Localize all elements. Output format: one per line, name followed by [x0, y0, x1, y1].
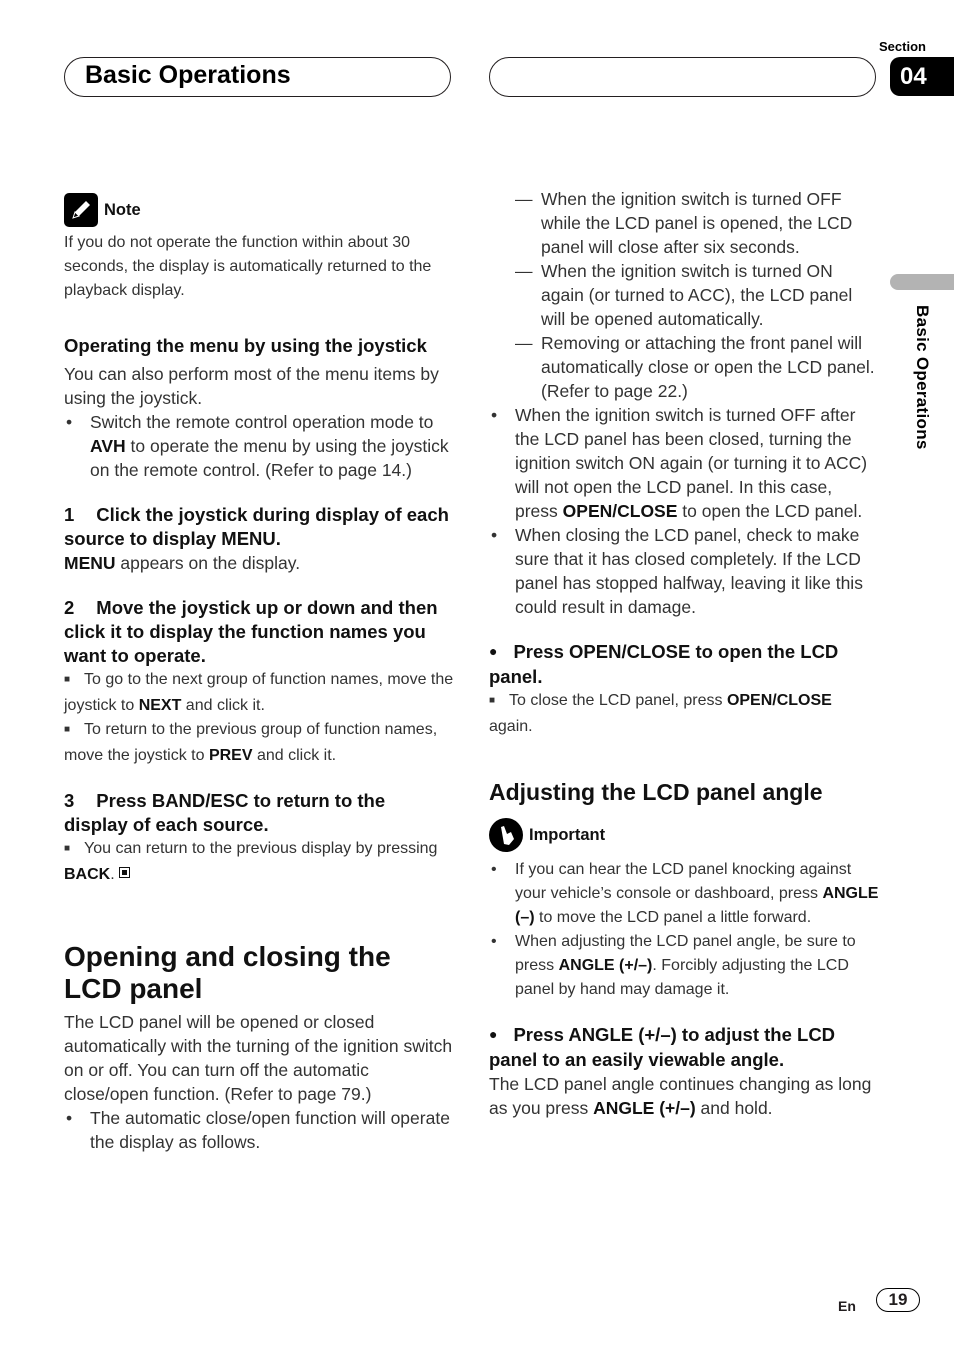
angle-text-post: and hold. — [695, 1098, 773, 1118]
left-column — [64, 193, 454, 1154]
adjust-heading: Adjusting the LCD panel angle — [489, 779, 823, 805]
step-2-note-next-pre: To go to the next group of function names, move the joystick to — [64, 671, 454, 714]
step-1-result — [64, 551, 454, 575]
avh-key: AVH — [90, 436, 126, 456]
prev-key: PREV — [208, 747, 253, 764]
press-angle-step: ● Press ANGLE (+/–) to adjust the LCD panel to an easily viewable angle. — [489, 1023, 879, 1072]
important-bullet-2-post: . Forcibly adjusting the LCD panel by hand may damage it. — [515, 957, 849, 998]
language-code: En — [838, 1298, 856, 1314]
step-3-title — [64, 789, 454, 837]
side-tab-marker — [890, 274, 954, 290]
note-label: Note — [104, 200, 141, 219]
close-note — [489, 689, 879, 739]
dash-item-2: — When the ignition switch is turned ON again (or turned to ACC), the LCD panel will be opened automatically. — [515, 259, 879, 331]
next-key: NEXT — [138, 697, 182, 714]
important-label: Important — [529, 825, 606, 844]
joystick-bullet-post: to operate the menu by using the joystick on the remote control. (Refer to page 14.) — [90, 436, 449, 480]
step-2-title — [64, 596, 454, 668]
joystick-bullet — [64, 410, 454, 482]
step-3-note — [64, 837, 454, 887]
step-3-number: 3 — [64, 790, 75, 811]
step-3-note-pre: You can return to the previous display by pressing — [84, 840, 438, 857]
step-2-note-prev-pre: To return to the previous group of function names, move the joystick to — [64, 721, 438, 764]
section-label: Section — [879, 39, 926, 54]
joystick-heading: Operating the menu by using the joystick — [64, 335, 427, 356]
angle-minus-key: ANGLE (–) — [515, 885, 879, 926]
header-title-frame — [64, 57, 451, 97]
important-header — [489, 818, 879, 852]
ignition-bullet-post: to open the LCD panel. — [677, 501, 863, 521]
step-3-note-post: . — [110, 866, 115, 883]
angle-plus-minus-key: ANGLE (+/–) — [558, 957, 653, 974]
step-2-note-next — [64, 668, 454, 718]
back-key: BACK — [64, 866, 111, 883]
step-3-text: Press BAND/ESC to return to the display of each source. — [64, 790, 386, 835]
open-close-key: OPEN/CLOSE — [562, 501, 678, 521]
ignition-bullet-pre: When the ignition switch is turned OFF after the LCD panel has been closed, turning the ignition switch ON again (or turning it to ACC) will not open the LCD panel. In this case, press — [515, 405, 868, 521]
open-close-key-2: OPEN/CLOSE — [726, 692, 832, 709]
menu-key: MENU — [64, 553, 116, 573]
step-1-text: Click the joystick during display of each source to display MENU. — [64, 504, 449, 549]
close-note-post: again. — [489, 718, 533, 735]
important-hand-icon — [489, 818, 523, 852]
note-header — [64, 193, 454, 227]
opening-bullet: • The automatic close/open function will operate the display as follows. — [64, 1106, 454, 1154]
important-bullet-1-pre: If you can hear the LCD panel knocking against your vehicle’s console or dashboard, press — [515, 861, 852, 902]
ignition-bullet — [489, 403, 879, 523]
joystick-intro: You can also perform most of the menu items by using the joystick. — [64, 364, 439, 408]
close-note-pre: To close the LCD panel, press — [509, 692, 727, 709]
dash-item-3: — Removing or attaching the front panel will automatically close or open the LCD panel. (Refer to page 22.) — [515, 331, 879, 403]
angle-key: ANGLE (+/–) — [593, 1098, 696, 1118]
page-header-title: Basic Operations — [85, 61, 291, 89]
step-1-number: 1 — [64, 504, 75, 525]
dash-item-1: — When the ignition switch is turned OFF while the LCD panel is opened, the LCD panel will close after six seconds. — [515, 187, 879, 259]
section-end-icon — [119, 867, 130, 878]
closing-bullet: • When closing the LCD panel, check to make sure that it has closed completely. If the LCD panel has stopped halfway, leaving it like this could result in damage. — [489, 523, 879, 619]
step-2-text: Move the joystick up or down and then click it to display the function names you want to operate. — [64, 597, 438, 666]
note-text: If you do not operate the function within about 30 seconds, the display is automatically returned to the playback display. — [64, 234, 432, 299]
step-2-note-next-post: and click it. — [181, 697, 265, 714]
joystick-bullet-pre: Switch the remote control operation mode to — [90, 412, 434, 432]
step-1-title — [64, 503, 454, 551]
opening-intro: The LCD panel will be opened or closed automatically with the turning of the ignition switch on or off. You can turn off the automatic close/open function. (Refer to page 79.) — [64, 1012, 453, 1104]
section-number: 04 — [890, 57, 954, 96]
important-bullet-2 — [489, 930, 879, 1002]
angle-text — [489, 1072, 879, 1120]
step-2-number: 2 — [64, 597, 75, 618]
step-2-note-prev — [64, 718, 454, 768]
important-bullet-1-post: to move the LCD panel a little forward. — [534, 909, 812, 926]
important-bullet-2-pre: When adjusting the LCD panel angle, be sure to press — [515, 933, 856, 974]
step-1-result-text: appears on the display. — [115, 553, 301, 573]
step-2-note-prev-post: and click it. — [252, 747, 337, 764]
header-empty-frame — [489, 57, 876, 97]
side-tab-label: Basic Operations — [913, 305, 932, 450]
important-bullet-1 — [489, 858, 879, 930]
right-column — [489, 187, 879, 1120]
page-number: 19 — [876, 1288, 920, 1312]
opening-heading: Opening and closing the LCD panel — [64, 941, 391, 1004]
press-open-close-step: ● Press OPEN/CLOSE to open the LCD panel. — [489, 640, 879, 689]
angle-text-pre: The LCD panel angle continues changing as long as you press — [489, 1074, 872, 1118]
pencil-note-icon — [64, 193, 98, 227]
